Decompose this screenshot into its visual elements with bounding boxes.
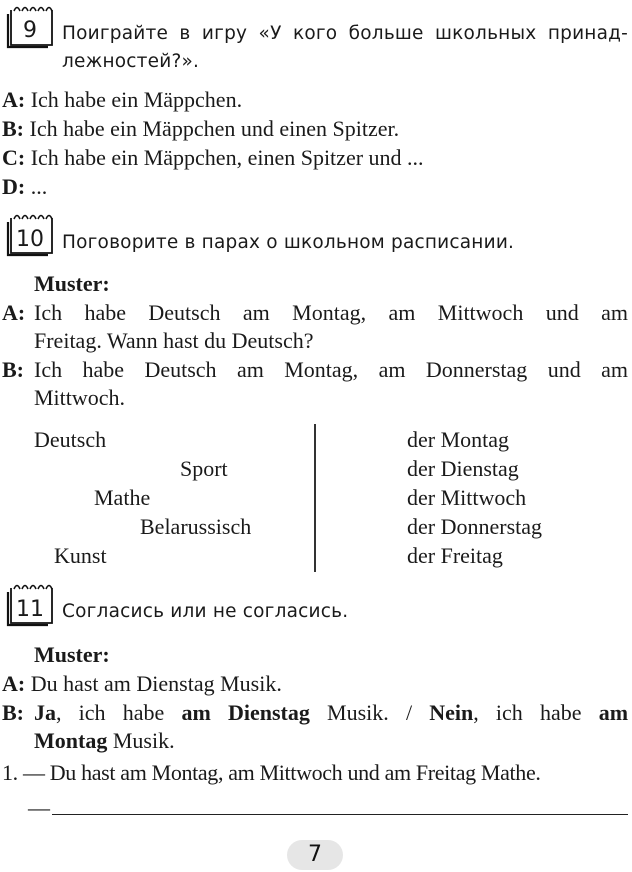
- page-number: 7: [287, 840, 343, 870]
- answer-line[interactable]: [52, 814, 628, 815]
- exercise-number: 11: [16, 597, 44, 622]
- day-item: der Dienstag: [407, 456, 519, 481]
- dialogue-line: Freitag. Wann hast du Deutsch?: [34, 328, 314, 353]
- muster-heading: Muster:: [34, 642, 110, 667]
- day-item: der Mittwoch: [407, 485, 527, 510]
- speaker-label: B:: [2, 357, 24, 382]
- day-item: der Donnerstag: [407, 514, 543, 539]
- subject-item: Sport: [180, 456, 228, 481]
- dialogue-line: Mittwoch.: [34, 385, 126, 410]
- speaker-label: B:: [2, 700, 24, 725]
- exercise-number: 10: [16, 227, 44, 252]
- speaker-label: A:: [2, 300, 26, 325]
- dialogue-line: D: ...: [2, 174, 48, 199]
- subject-item: Mathe: [94, 485, 151, 510]
- exercise-task: Поговорите в парах о школьном расписании.: [62, 232, 515, 253]
- subject-item: Deutsch: [34, 427, 107, 452]
- exercise-task: лежностей?».: [62, 51, 200, 72]
- dialogue-line: Ich habe Deutsch am Montag, am Donnerstag und am: [34, 357, 628, 382]
- dialogue-line: Montag Musik.: [34, 728, 175, 753]
- muster-heading: Muster:: [34, 271, 110, 296]
- dialogue-line: Ja, ich habe am Dienstag Musik. / Nein, ich habe am: [34, 700, 629, 725]
- column-divider: [314, 424, 316, 572]
- dialogue-line: C: Ich habe ein Mäppchen, einen Spitzer und ...: [2, 145, 424, 170]
- task-item: 1. — Du hast am Montag, am Mittwoch und am Freitag Mathe.: [2, 760, 541, 785]
- day-item: der Montag: [407, 427, 510, 452]
- subject-item: Belarussisch: [140, 514, 252, 539]
- exercise-number: 9: [23, 18, 37, 43]
- subject-item: Kunst: [54, 543, 107, 568]
- exercise-task: Поиграйте в игру «У кого больше школьных принад-: [62, 23, 628, 44]
- dialogue-line: A: Ich habe ein Mäppchen.: [2, 87, 243, 112]
- dialogue-line: A: Du hast am Dienstag Musik.: [2, 671, 282, 696]
- dialogue-line: B: Ich habe ein Mäppchen und einen Spitzer.: [2, 116, 400, 141]
- exercise-task: Согласись или не согласись.: [62, 601, 349, 622]
- answer-dash: —: [28, 795, 50, 820]
- day-item: der Freitag: [407, 543, 503, 568]
- dialogue-line: Ich habe Deutsch am Montag, am Mittwoch und am: [34, 300, 628, 325]
